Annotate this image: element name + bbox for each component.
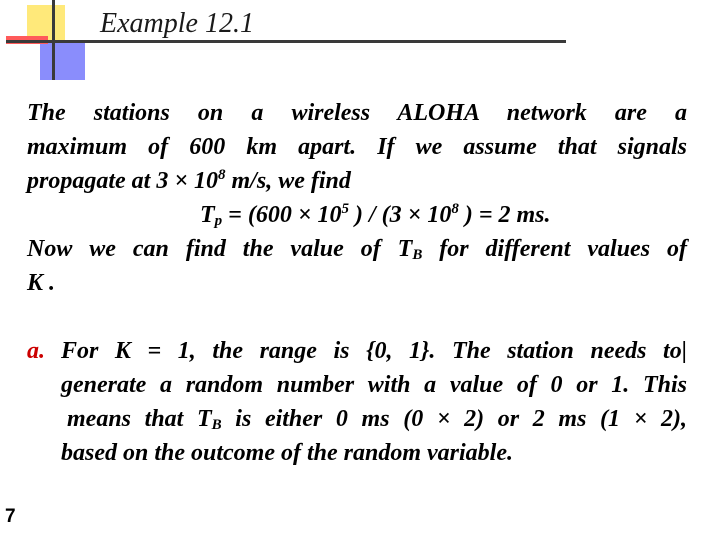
formula-part-b: ) / (3 × 10 — [349, 202, 452, 228]
item-a-line-3-tail: is either 0 ms (0 × 2) or 2 ms (1 × 2), — [221, 406, 687, 432]
intro-line-1: The stations on a wireless ALOHA network are a — [27, 100, 687, 126]
intro-line-3-tail: m/s, we find — [225, 168, 351, 194]
subscript-b: B — [211, 417, 222, 433]
formula-exponent-1: 5 — [341, 201, 350, 217]
intro-line-6: K . — [27, 270, 56, 296]
intro-line-5-tail: for different values of — [422, 236, 687, 262]
subscript-b: B — [412, 247, 423, 263]
decorative-blue-square — [40, 42, 85, 80]
slide-title: Example 12.1 — [100, 8, 254, 39]
item-a-line-3 — [67, 402, 687, 436]
item-a-line-3-text: means that T — [67, 406, 212, 432]
propagation-formula — [200, 198, 551, 232]
intro-line-5 — [27, 232, 687, 266]
decorative-horizontal-rule — [6, 40, 566, 43]
item-a-line-1: For K = 1, the range is {0, 1}. The station needs to| — [61, 338, 687, 364]
list-marker-a: a. — [27, 338, 45, 364]
exponent: 8 — [218, 167, 226, 183]
page-number: 7 — [5, 506, 16, 527]
intro-line-3-text: propagate at 3 × 10 — [27, 168, 219, 194]
intro-line-2: maximum of 600 km apart. If we assume that signals — [27, 134, 687, 160]
formula-part-a: = (600 × 10 — [222, 202, 342, 228]
item-a-line-4: based on the outcome of the random variable. — [61, 440, 513, 466]
formula-exponent-2: 8 — [451, 201, 459, 217]
item-a-line-2: generate a random number with a value of 0 or 1. This — [61, 372, 687, 398]
formula-lhs: T — [200, 202, 215, 228]
intro-line-3 — [27, 164, 351, 198]
formula-lhs-subscript: p — [214, 213, 223, 229]
decorative-vertical-rule — [52, 0, 55, 80]
intro-line-5-text: Now we can find the value of T — [27, 236, 413, 262]
formula-part-c: ) = 2 ms. — [458, 202, 551, 228]
